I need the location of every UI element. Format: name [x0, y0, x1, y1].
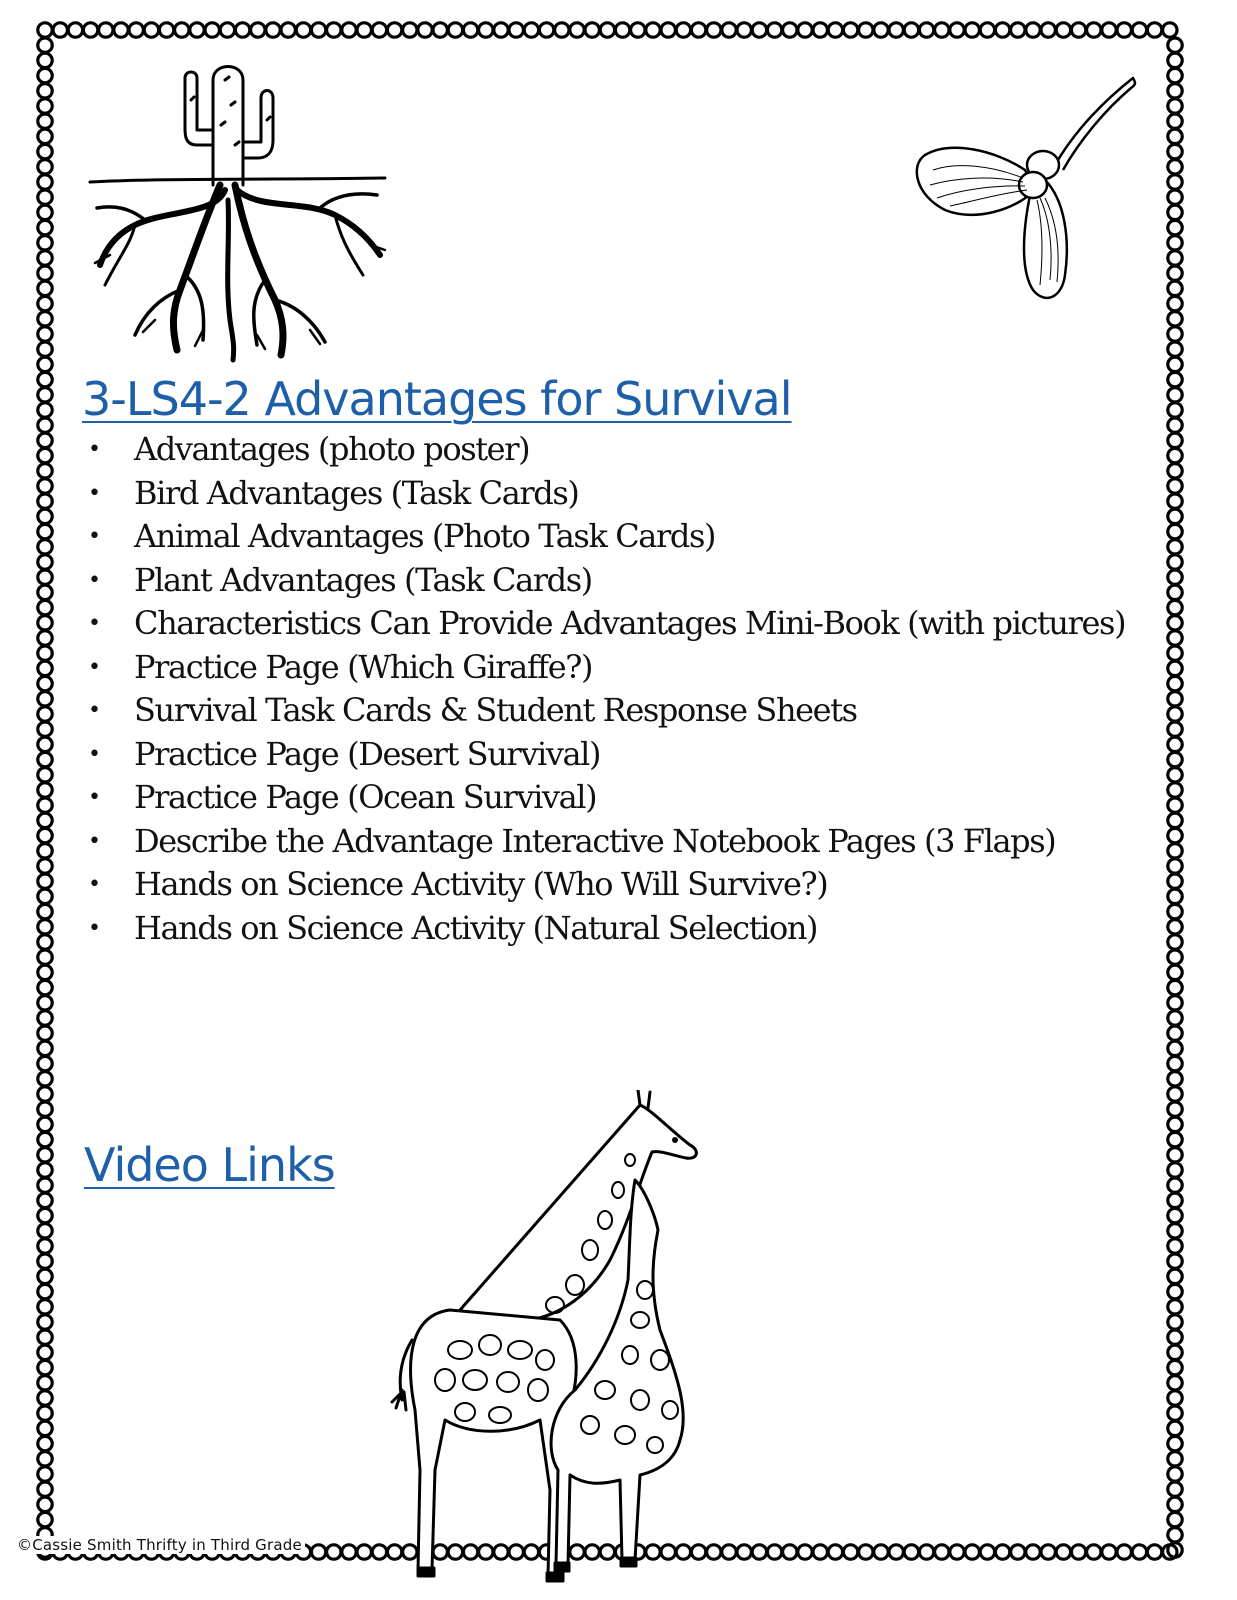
bullet-icon: •	[88, 654, 100, 680]
resource-label: Plant Advantages (Task Cards)	[134, 560, 592, 599]
list-item	[88, 863, 1169, 907]
bullet-icon: •	[88, 915, 100, 941]
resource-label: Hands on Science Activity (Who Will Survive?)	[134, 865, 828, 903]
bullet-icon: •	[88, 828, 100, 854]
section-title-link[interactable]: 3-LS4-2 Advantages for Survival	[82, 372, 792, 426]
list-item	[88, 515, 1169, 559]
bullet-icon: •	[88, 437, 100, 462]
list-item	[88, 776, 1169, 820]
cactus-roots-illustration	[85, 50, 395, 365]
maple-seed-illustration	[905, 70, 1145, 310]
giraffes-illustration	[390, 1090, 720, 1595]
bullet-icon: •	[88, 698, 100, 723]
list-item	[88, 646, 1169, 690]
list-item	[88, 820, 1169, 864]
bullet-icon: •	[88, 741, 100, 767]
bullet-icon: •	[88, 611, 100, 636]
list-item	[88, 559, 1169, 603]
resource-label: Advantages (photo poster)	[134, 430, 530, 468]
list-item	[88, 602, 1169, 646]
resource-label: Practice Page (Desert Survival)	[134, 734, 601, 773]
resource-label: Practice Page (Which Giraffe?)	[134, 647, 593, 686]
bullet-icon: •	[88, 480, 100, 506]
video-links-heading[interactable]: Video Links	[84, 1138, 335, 1192]
bullet-icon: •	[88, 567, 100, 593]
list-item	[88, 907, 1169, 951]
copyright-credit: ©Cassie Smith Thrifty in Third Grade	[14, 1536, 305, 1554]
list-item	[88, 689, 1169, 733]
list-item	[88, 472, 1169, 516]
resource-label: Hands on Science Activity (Natural Selection)	[134, 908, 818, 947]
resource-label: Animal Advantages (Photo Task Cards)	[134, 517, 716, 555]
resource-list	[88, 428, 1169, 950]
list-item	[88, 733, 1169, 777]
resource-label: Bird Advantages (Task Cards)	[134, 473, 579, 512]
resource-label: Survival Task Cards & Student Response Sheets	[134, 691, 857, 729]
bullet-icon: •	[88, 872, 100, 897]
resource-label: Practice Page (Ocean Survival)	[134, 778, 597, 816]
resource-label: Describe the Advantage Interactive Notebook Pages (3 Flaps)	[134, 821, 1056, 860]
bullet-icon: •	[88, 785, 100, 810]
bullet-icon: •	[88, 524, 100, 549]
list-item	[88, 428, 1169, 472]
resource-label: Characteristics Can Provide Advantages Mini-Book (with pictures)	[134, 604, 1126, 642]
